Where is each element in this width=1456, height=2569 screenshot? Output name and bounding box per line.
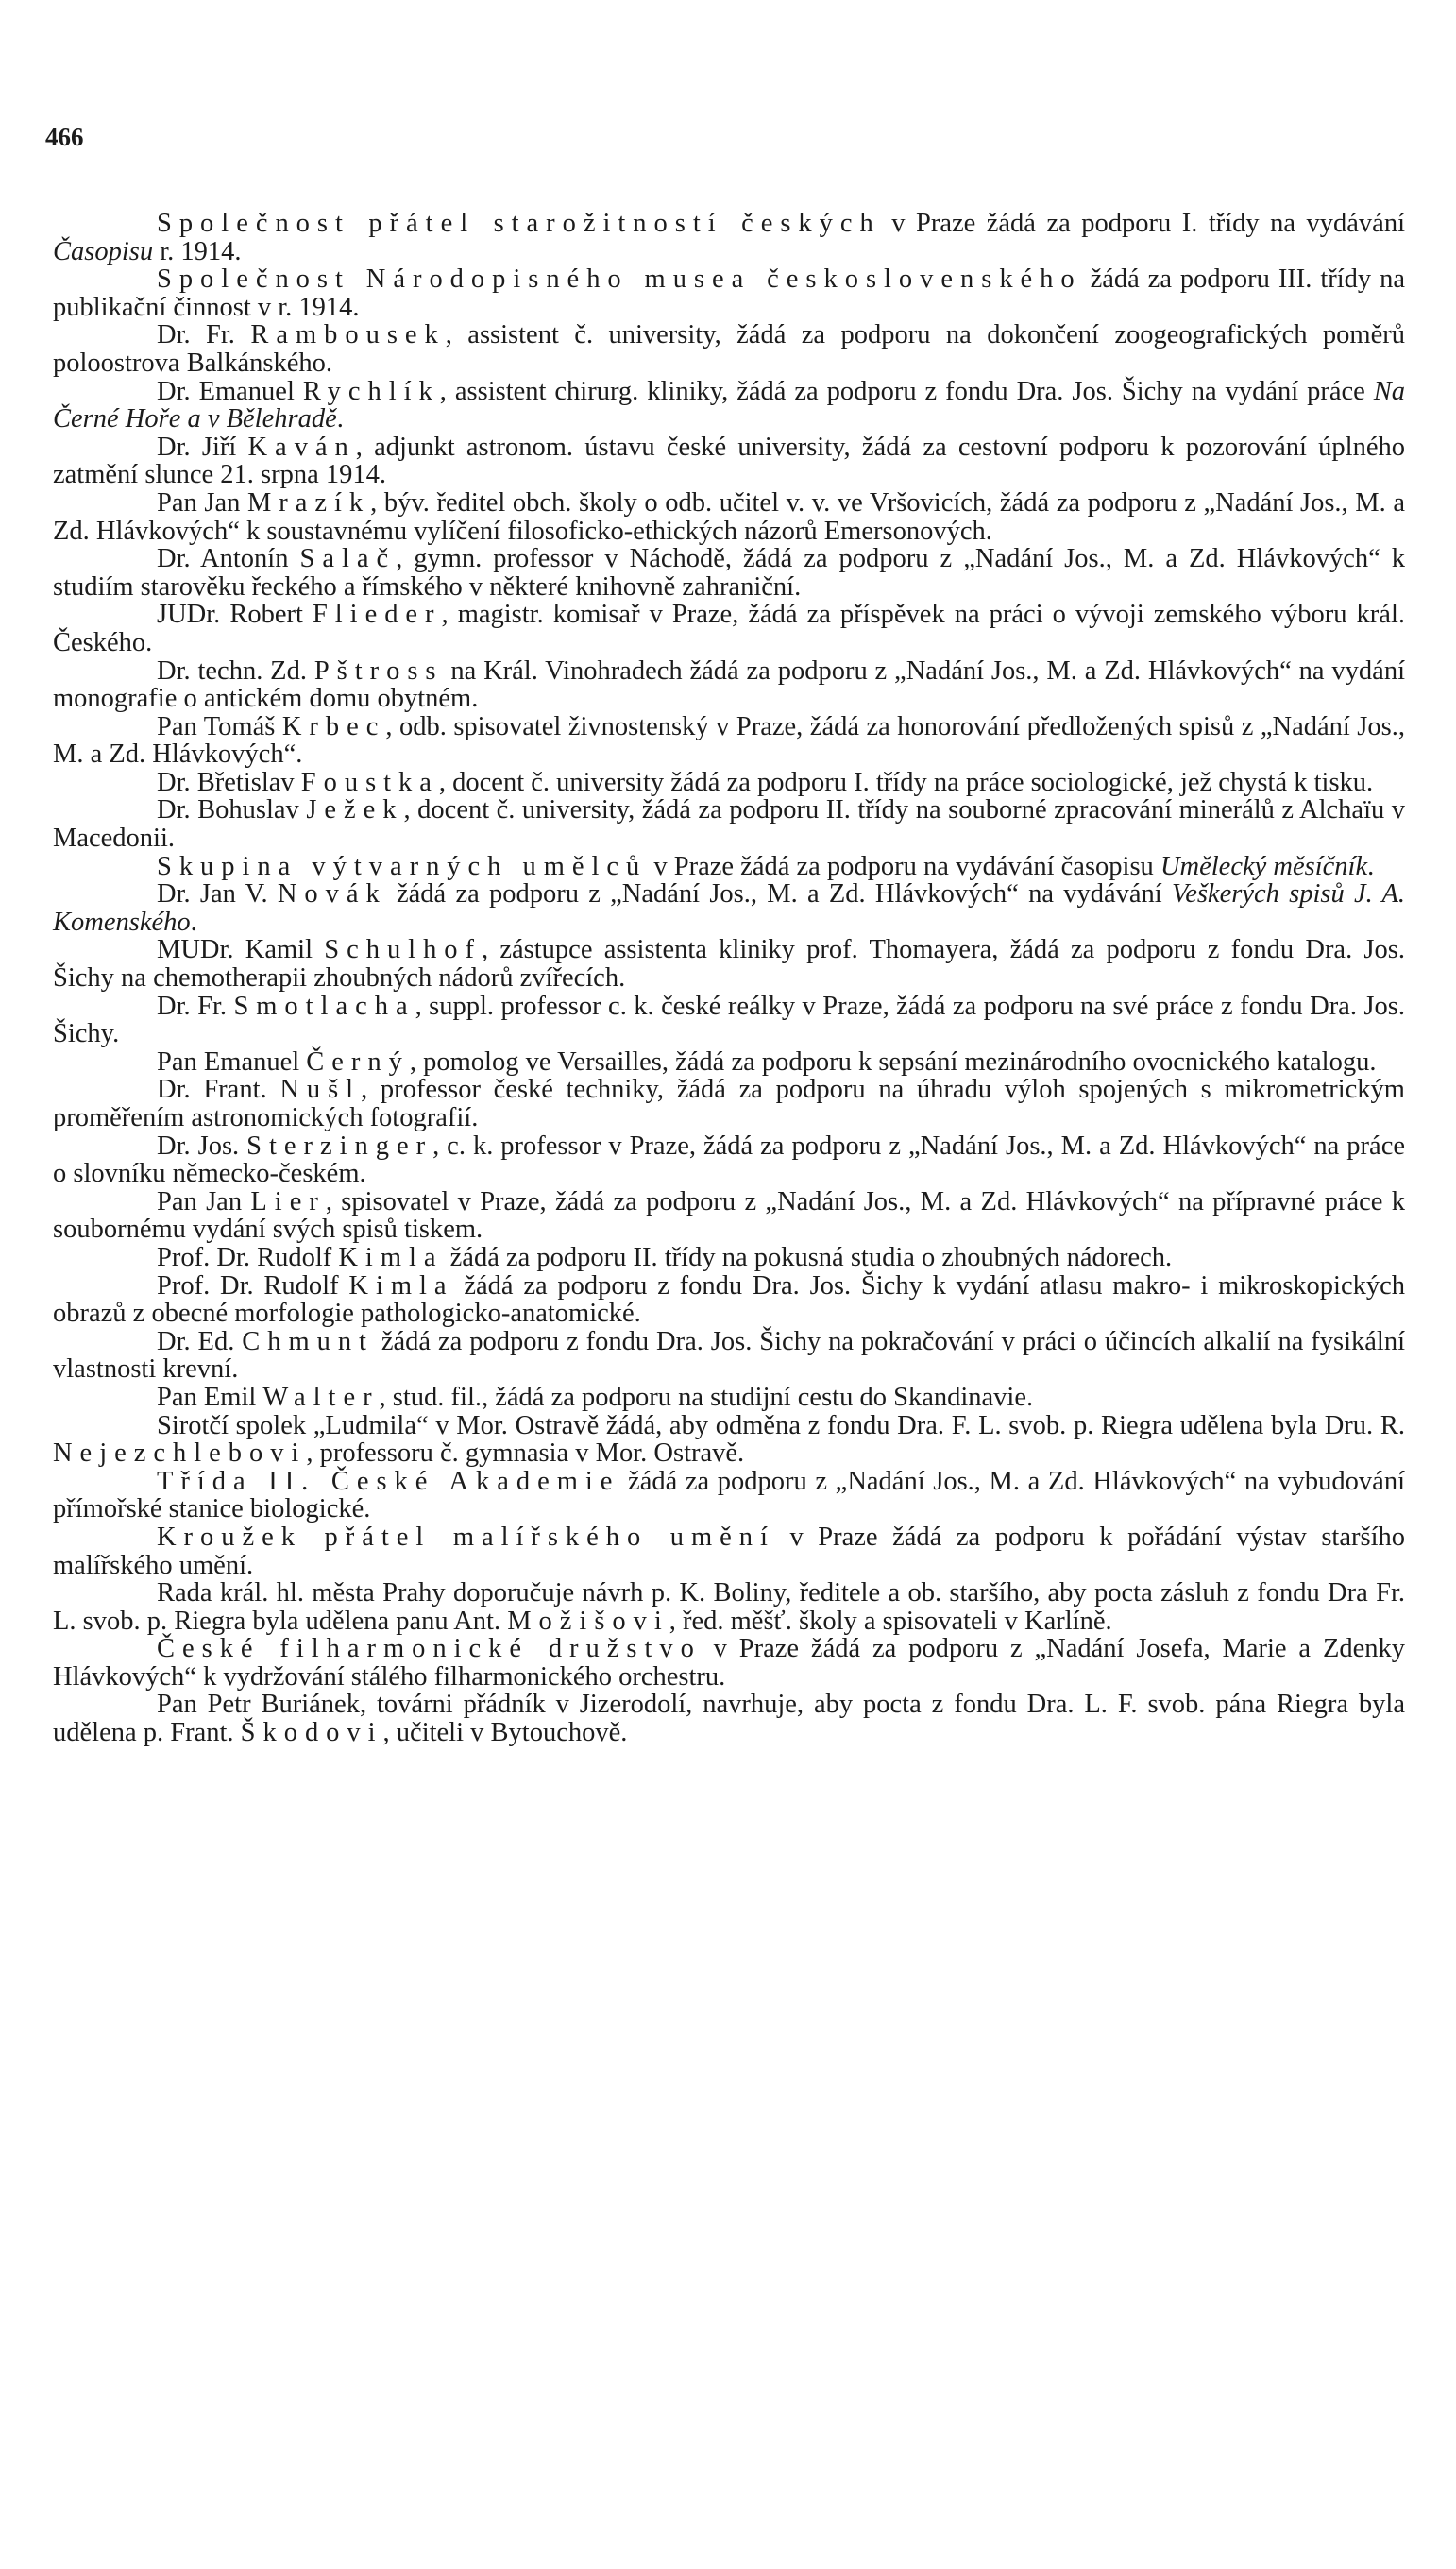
entry-text: , professoru č. gymnasia v Mor. Ostravě.	[306, 1438, 745, 1469]
entry-text: , řed. měšť. školy a spisovateli v Karlíně.	[669, 1606, 1112, 1636]
entry-text: Dr. Břetislav	[157, 767, 301, 797]
entry-text: Prof. Dr. Rudolf	[157, 1270, 349, 1301]
spaced-name: Chmunt	[242, 1326, 374, 1356]
entry-text: r. 1914.	[153, 236, 242, 266]
spaced-name: Walter	[262, 1382, 380, 1412]
spaced-name: Kroužek přátel malířského umění	[157, 1522, 775, 1552]
entry-text: žádá za podporu III. třídy na publikační činnost v r. 1914.	[53, 264, 1405, 322]
entry-text: , c. k. professor v Praze, žádá za podporu z „Nadání Jos., M. a Zd. Hlávkových“ na práce o slovníku německo-českém.	[53, 1131, 1405, 1189]
spaced-name: Společnost Národopisného musea československého	[157, 264, 1082, 295]
paragraph-entry	[53, 321, 1405, 377]
entry-text: Pan Jan	[157, 487, 247, 518]
paragraph-entry	[53, 545, 1405, 601]
publication-title: Veškerých spisů J. A. Komenského	[53, 879, 1405, 937]
entry-text: Pan Emil	[157, 1382, 263, 1412]
entry-text: žádá za podporu II. třídy na pokusná studia o zhoubných nádorech.	[443, 1242, 1173, 1272]
spaced-name: Sterzinger	[246, 1131, 433, 1161]
paragraph-entry	[53, 1523, 1405, 1579]
paragraph-entry	[53, 796, 1405, 852]
paragraph-entry	[53, 1076, 1405, 1131]
entry-text: žádá za podporu z „Nadání Jos., M. a Zd. Hlávkových“ na vybudování přímořské stanice biologické.	[53, 1466, 1405, 1524]
entry-text: Pan Jan	[157, 1186, 251, 1216]
entry-text: Dr. Jan V.	[157, 879, 278, 910]
spaced-name: Salač	[299, 544, 397, 574]
paragraph-entry	[53, 210, 1405, 265]
spaced-name: Mrazík	[246, 487, 371, 518]
spaced-name: Nušl	[279, 1075, 362, 1105]
paragraph-entry	[53, 1691, 1405, 1746]
spaced-name: Škodovi	[240, 1718, 383, 1748]
entry-text: Dr. Bohuslav	[157, 795, 307, 825]
paragraph-entry	[53, 1412, 1405, 1468]
entry-text: Dr. Fr.	[157, 320, 251, 350]
entry-text: , professor české techniky, žádá za podporu na úhradu výloh spojených s mikrometrickým proměřením astronomických fotografií.	[53, 1075, 1405, 1132]
spaced-name: Kimla	[338, 1242, 444, 1272]
paragraph-entry	[53, 853, 1405, 881]
entry-text: Pan Emanuel	[157, 1046, 307, 1077]
paragraph-entry	[53, 1132, 1405, 1188]
spaced-name: České filharmonické družstvo	[157, 1634, 702, 1664]
spaced-name: Pštross	[313, 655, 444, 686]
entry-text: Prof. Dr. Rudolf	[157, 1242, 339, 1272]
paragraph-entry	[53, 434, 1405, 489]
entry-text: v Praze žádá za podporu k pořádání výstav staršího malířského umění.	[53, 1522, 1405, 1580]
entry-text: .	[1367, 851, 1375, 881]
spaced-name: Flieder	[312, 600, 442, 630]
entry-text: , assistent chirurg. kliniky, žádá za podporu z fondu Dra. Jos. Šichy na vydání práce	[439, 376, 1374, 406]
entry-text: , stud. fil., žádá za podporu na studijní cestu do Skandinavie.	[379, 1382, 1034, 1412]
publication-title: Umělecký měsíčník	[1160, 851, 1368, 881]
entry-text: žádá za podporu z fondu Dra. Jos. Šichy k vydání atlasu makro- i mikroskopických obrazů z obecné morfologie pathologicko-anatomické.	[53, 1270, 1405, 1329]
spaced-name: Lier	[250, 1186, 326, 1216]
spaced-name: Kimla	[348, 1270, 454, 1301]
entry-text: v Praze žádá za podporu na vydávání časopisu	[647, 851, 1160, 881]
paragraph-entry	[53, 1188, 1405, 1244]
entry-text: na Král. Vinohradech žádá za podporu z „Nadání Jos., M. a Zd. Hlávkových“ na vydání monografie o antickém domu obytném.	[53, 655, 1405, 714]
spaced-name: Možišovi	[507, 1606, 669, 1636]
entry-text: žádá za podporu z fondu Dra. Jos. Šichy na pokračování v práci o účincích alkalií na fysikální vlastnosti krevní.	[53, 1326, 1405, 1385]
publication-title: Na Černé Hoře a v Bělehradě	[53, 376, 1406, 434]
entry-text: Dr. Frant.	[157, 1075, 280, 1105]
spaced-name: Rambousek	[250, 320, 446, 350]
entry-text: , docent č. university žádá za podporu I. třídy na práce sociologické, jež chystá k tisku.	[438, 767, 1374, 797]
entry-text: , odb. spisovatel živnostenský v Praze, žádá za honorování předložených spisů z „Nadání Jos., M. a Zd. Hlávkových“.	[53, 711, 1405, 770]
entry-text: , učiteli v Bytouchově.	[382, 1718, 628, 1748]
entry-text: .	[190, 907, 197, 937]
paragraph-entry	[53, 265, 1405, 321]
entry-text: Dr. Fr.	[157, 991, 234, 1021]
entry-text: Dr. techn. Zd.	[157, 655, 314, 686]
spaced-name: Schulhof	[324, 935, 482, 965]
paragraph-entry	[53, 880, 1405, 936]
entry-text: , magistr. komisař v Praze, žádá za příspěvek na práci o vývoji zemského výboru král. Českého.	[53, 600, 1405, 657]
paragraph-entry	[53, 601, 1405, 656]
spaced-name: Skupina výtvarných umělců	[157, 851, 648, 881]
paragraph-entry	[53, 1384, 1405, 1412]
entry-text: , býv. ředitel obch. školy o odb. učitel v. v. ve Vršovicích, žádá za podporu z „Nadání Jos., M. a Zd. Hlávkových“ k soustavnému vylíčení filosoficko-ethických názorů Emersonových.	[53, 487, 1405, 546]
entry-text: .	[336, 404, 344, 434]
paragraph-entry	[53, 993, 1405, 1048]
publication-title: Časopisu	[53, 236, 154, 266]
page-number: 466	[45, 123, 84, 151]
entry-text: Rada král. hl. města Prahy doporučuje návrh p. K. Boliny, ředitele a ob. staršího, aby pocta zásluh z fondu Dra Fr. L. svob. p. Riegra byla udělena panu Ant.	[53, 1578, 1405, 1636]
entry-text: , assistent č. university, žádá za podporu na dokončení zoogeografických poměrů poloostrova Balkánského.	[53, 320, 1405, 378]
entry-text: Dr. Emanuel	[157, 376, 303, 406]
spaced-name: Nejezchlebovi	[53, 1438, 307, 1469]
entry-text: , docent č. university, žádá za podporu II. třídy na souborné zpracování minerálů z Alchaïu v Macedonii.	[53, 795, 1406, 854]
paragraph-entry	[53, 1328, 1405, 1384]
paragraph-entry	[53, 1272, 1405, 1328]
paragraph-entry	[53, 657, 1405, 713]
paragraph-entry	[53, 1468, 1405, 1523]
spaced-name: Třída II. České Akademie	[157, 1466, 620, 1496]
entry-text: , spisovatel v Praze, žádá za podporu z „Nadání Jos., M. a Zd. Hlávkových“ na přípravné práce k soubornému vydání svých spisů tiskem.	[53, 1186, 1405, 1245]
entry-text: , pomolog ve Versailles, žádá za podporu k sepsání mezinárodního ovocnického katalogu.	[409, 1046, 1377, 1077]
entry-text: JUDr. Robert	[157, 600, 313, 630]
paragraph-entry	[53, 1579, 1405, 1635]
paragraph-entry	[53, 1048, 1405, 1077]
entry-text: , suppl. professor c. k. české reálky v Praze, žádá za podporu na své práce z fondu Dra. Jos. Šichy.	[53, 991, 1405, 1049]
entry-text: , zástupce assistenta kliniky prof. Thomayera, žádá za podporu z fondu Dra. Jos. Šichy na chemotherapii zhoubných nádorů zvířecích.	[53, 935, 1405, 994]
entry-text: , gymn. professor v Náchodě, žádá za podporu z „Nadání Jos., M. a Zd. Hlávkových“ k studiím starověku řeckého a římského v některé knihovně zahraniční.	[53, 544, 1405, 602]
entry-text: Dr. Jiří	[157, 432, 248, 462]
entry-text: Pan Tomáš	[157, 711, 282, 741]
paragraph-entry	[53, 936, 1405, 992]
spaced-name: Krbec	[281, 711, 386, 741]
entry-text: Dr. Ed.	[157, 1326, 243, 1356]
entry-text: v Praze žádá za podporu I. třídy na vydávání	[880, 209, 1405, 238]
entry-text: Dr. Jos.	[157, 1131, 247, 1161]
spaced-name: Společnost přátel starožitností českých	[157, 209, 881, 238]
entry-text: , adjunkt astronom. ústavu české university, žádá za cestovní podporu k pozorování úplného zatmění slunce 21. srpna 1914.	[53, 432, 1405, 490]
spaced-name: Smotlacha	[233, 991, 415, 1021]
entry-text: Pan Petr Buriánek, továrni přádník v Jizerodolí, navrhuje, aby pocta z fondu Dra. L. F. svob. pána Riegra byla udělena p. Frant.	[53, 1690, 1405, 1748]
spaced-name: Foustka	[300, 767, 439, 797]
spaced-name: Ježek	[306, 795, 404, 825]
entries-list	[53, 210, 1405, 1747]
entry-text: MUDr. Kamil	[157, 935, 325, 965]
paragraph-entry	[53, 769, 1405, 797]
spaced-name: Novák	[277, 879, 387, 910]
paragraph-entry	[53, 1635, 1405, 1691]
paragraph-entry	[53, 489, 1405, 545]
entry-text: Sirotčí spolek „Ludmila“ v Mor. Ostravě žádá, aby odměna z fondu Dra. F. L. svob. p. Riegra udělena byla Dru. R.	[157, 1410, 1405, 1440]
spaced-name: Rychlík	[302, 376, 440, 406]
spaced-name: Černý	[306, 1046, 410, 1077]
paragraph-entry	[53, 378, 1405, 434]
paragraph-entry	[53, 713, 1405, 769]
entry-text: v Praze žádá za podporu z „Nadání Josefa, Marie a Zdenky Hlávkových“ k vydržování stálého filharmonického orchestru.	[53, 1634, 1405, 1692]
paragraph-entry	[53, 1244, 1405, 1272]
entry-text: Dr. Antonín	[157, 544, 300, 574]
spaced-name: Kaván	[247, 432, 356, 462]
entry-text: žádá za podporu z „Nadání Jos., M. a Zd. Hlávkových“ na vydávání	[386, 879, 1172, 910]
